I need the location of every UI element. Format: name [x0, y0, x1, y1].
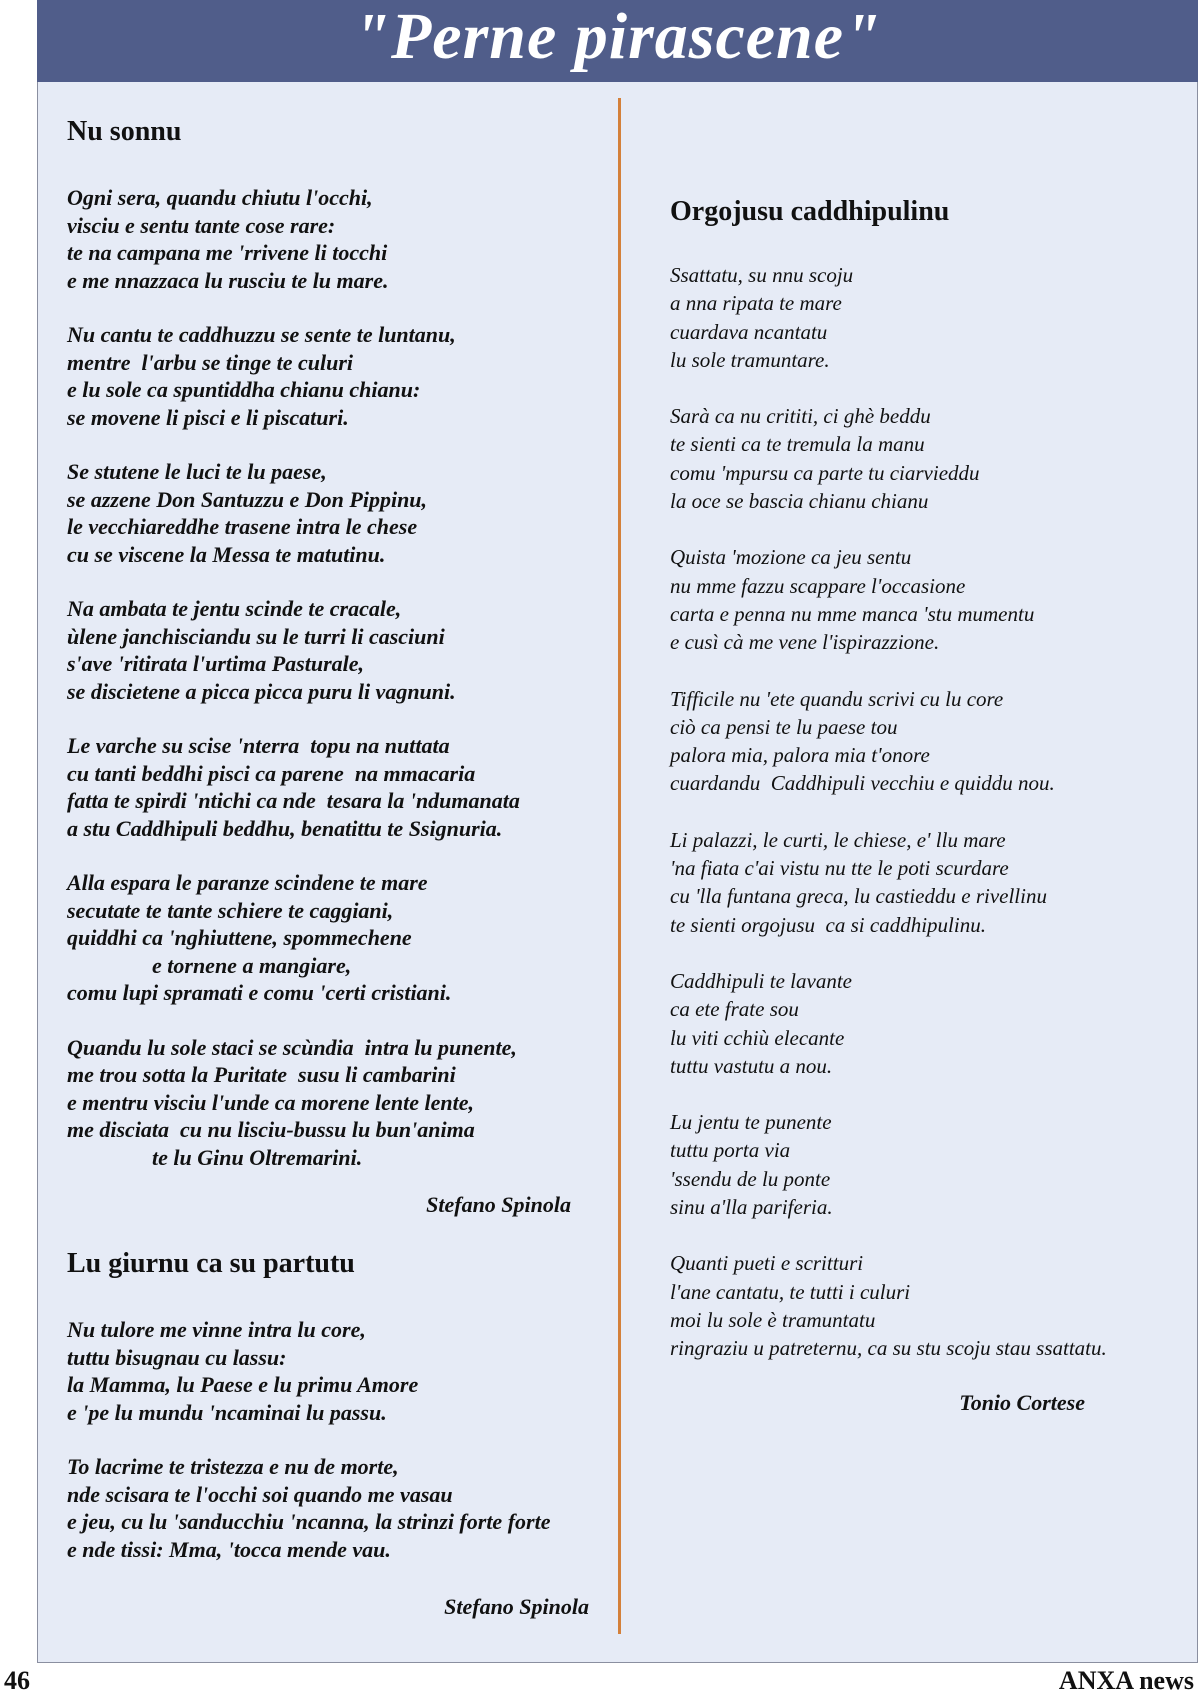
- poem-line: fatta te spirdi 'ntichi ca nde tesara la 'ndumanata: [67, 788, 520, 813]
- poem-line: cu tanti beddhi pisci ca parene na mmacaria: [67, 760, 476, 786]
- header-banner: [37, 0, 1198, 82]
- poem-line: visciu e sentu tante cose rare:: [67, 212, 336, 238]
- poem-line: Na ambata te jentu scinde te cracale,: [67, 596, 402, 621]
- poem-line: mentre l'arbu se tinge te culuri: [67, 349, 354, 375]
- poem-author: Tonio Cortese: [959, 1389, 1085, 1415]
- poem-stanza: [670, 1249, 1190, 1362]
- poem-line: sinu a'lla pariferia.: [670, 1195, 833, 1220]
- poem-stanza: [670, 261, 1190, 374]
- poem-line: cuardava ncantatu: [670, 319, 828, 344]
- poem-line: e jeu, cu lu 'sanducchiu 'ncanna, la strinzi forte forte: [67, 1509, 551, 1534]
- poem-line: lu viti cchiù elecante: [670, 1025, 845, 1050]
- right-column: [670, 195, 1190, 1417]
- page-title: "Perne pirascene": [353, 0, 882, 73]
- poem-stanza: [670, 1108, 1190, 1221]
- poem-line: Alla espara le paranze scindene te mare: [67, 870, 428, 895]
- poem-line: ca ete frate sou: [670, 997, 799, 1022]
- poem-line: Nu cantu te caddhuzzu se sente te luntanu,: [67, 322, 456, 347]
- left-column: [67, 115, 607, 1621]
- poem-line: te sienti orgojusu ca si caddhipulinu.: [670, 912, 986, 937]
- poem-line: a nna ripata te mare: [670, 291, 842, 316]
- poem-line: Lu jentu te punente: [670, 1110, 832, 1135]
- poem-line: te na campana me 'rrivene li tocchi: [67, 240, 388, 265]
- poem-line: ciò ca pensi te lu paese tou: [670, 714, 898, 739]
- poem-line: ùlene janchisciandu su le turri li casciuni: [67, 623, 445, 649]
- poem-line: cu se viscene la Messa te matutinu.: [67, 541, 386, 567]
- poem-line: quiddhi ca 'nghiuttene, spommechene: [67, 925, 412, 950]
- poem-line: e 'pe lu mundu 'ncaminai lu passu.: [67, 1399, 387, 1425]
- poem-stanza: [670, 967, 1190, 1080]
- poem-line: comu 'mpursu ca parte tu ciarvieddu: [670, 460, 980, 485]
- poem-author: Stefano Spinola: [426, 1192, 571, 1217]
- poem-line: Ssattatu, su nnu scoju: [670, 263, 854, 287]
- poem-line: Tifficile nu 'ete quandu scrivi cu lu core: [670, 686, 1004, 711]
- poem-line: e tornene a mangiare,: [152, 952, 352, 978]
- poem-line: l'ane cantatu, te tutti i culuri: [670, 1279, 911, 1304]
- poem-line: ringraziu u patreternu, ca su stu scoju stau ssattatu.: [670, 1336, 1107, 1361]
- poem-line: Ogni sera, quandu chiutu l'occhi,: [67, 185, 373, 210]
- poem-line: se azzene Don Santuzzu e Don Pippinu,: [67, 486, 428, 512]
- poem-line: tuttu porta via: [670, 1138, 791, 1163]
- poem-line: e nde tissi: Mma, 'tocca mende vau.: [67, 1536, 391, 1562]
- poem-line: Quandu lu sole staci se scùndia intra lu punente,: [67, 1034, 517, 1060]
- poem-stanza: [67, 458, 607, 568]
- magazine-name: ANXA news: [1058, 1666, 1194, 1695]
- poem-line: e cusì cà me vene l'ispirazzione.: [670, 630, 940, 655]
- poem-stanza: [67, 1316, 607, 1426]
- poem-line: Quanti pueti e scritturi: [670, 1251, 864, 1276]
- poem-line: 'na fiata c'ai vistu nu tte le poti scurdare: [670, 856, 1009, 881]
- poem-title-orgojusu: Orgojusu caddhipulinu: [670, 196, 950, 227]
- poem-line: te sienti ca te tremula la manu: [670, 432, 925, 457]
- poem-title-lu-giurnu: Lu giurnu ca su partutu: [67, 1248, 355, 1279]
- poem-stanza: [67, 869, 607, 1007]
- poem-line: la oce se bascia chianu chianu: [670, 489, 929, 514]
- poem-line: e mentru visciu l'unde ca morene lente lente,: [67, 1089, 474, 1115]
- poem-line: nu mme fazzu scappare l'occasione: [670, 573, 966, 598]
- poem-stanza: [67, 1034, 607, 1172]
- poem-line: le vecchiareddhe trasene intra le chese: [67, 514, 418, 539]
- poem-line: Quista 'mozione ca jeu sentu: [670, 545, 912, 570]
- poem-line: e me nnazzaca lu rusciu te lu mare.: [67, 267, 389, 293]
- poem-line: tuttu vastutu a nou.: [670, 1053, 833, 1078]
- poem-line: Li palazzi, le curti, le chiese, e' llu mare: [670, 827, 1006, 852]
- poem-line: Le varche su scise 'nterra topu na nuttata: [67, 733, 450, 758]
- poem-line: tuttu bisugnau cu lassu:: [67, 1344, 287, 1370]
- poem-stanza: [670, 826, 1190, 939]
- poem-line: s'ave 'ritirata l'urtima Pasturale,: [67, 651, 365, 676]
- poem-line: se discietene a picca picca puru li vagnuni.: [67, 678, 456, 704]
- poem-title-nu-sonnu: Nu sonnu: [67, 116, 182, 147]
- poem-line: cu 'lla funtana greca, lu castieddu e rivellinu: [670, 884, 1047, 909]
- poem-line: 'ssendu de lu ponte: [670, 1166, 831, 1191]
- poem-author: Stefano Spinola: [444, 1594, 589, 1619]
- poem-stanza: [67, 184, 607, 294]
- poem-line: Nu tulore me vinne intra lu core,: [67, 1317, 366, 1342]
- poem-line: se movene li pisci e li piscaturi.: [67, 404, 349, 430]
- poem-stanza: [670, 543, 1190, 656]
- poem-line: te lu Ginu Oltremarini.: [152, 1144, 363, 1170]
- poem-stanza: [67, 595, 607, 705]
- poem-stanza: [670, 685, 1190, 798]
- poem-line: To lacrime te tristezza e nu de morte,: [67, 1454, 399, 1479]
- poem-line: Sarà ca nu crititi, ci ghè beddu: [670, 404, 931, 429]
- poem-line: carta e penna nu mme manca 'stu mumentu: [670, 601, 1035, 626]
- poem-stanza: [67, 732, 607, 842]
- poem-stanza: [67, 321, 607, 431]
- page-number: 46: [4, 1666, 30, 1695]
- poem-line: la Mamma, lu Paese e lu primu Amore: [67, 1372, 419, 1397]
- poem-line: lu sole tramuntare.: [670, 347, 830, 372]
- poem-line: palora mia, palora mia t'onore: [670, 743, 930, 768]
- poem-line: e lu sole ca spuntiddha chianu chianu:: [67, 377, 421, 402]
- column-divider: [618, 98, 621, 1634]
- poem-stanza: [670, 402, 1190, 515]
- poem-line: secutate te tante schiere te caggiani,: [67, 897, 394, 923]
- poem-line: me trou sotta la Puritate susu li cambarini: [67, 1062, 456, 1087]
- poem-line: comu lupi spramati e comu 'certi cristiani.: [67, 980, 452, 1005]
- poem-line: Se stutene le luci te lu paese,: [67, 459, 327, 484]
- poem-line: moi lu sole è tramuntatu: [670, 1307, 876, 1332]
- poem-line: a stu Caddhipuli beddhu, benatittu te Ssignuria.: [67, 815, 503, 841]
- poem-line: Caddhipuli te lavante: [670, 968, 852, 993]
- poem-line: nde scisara te l'occhi soi quando me vasau: [67, 1481, 453, 1507]
- poem-stanza: [67, 1453, 607, 1563]
- poem-line: cuardandu Caddhipuli vecchiu e quiddu nou.: [670, 771, 1055, 796]
- poem-line: me disciata cu nu lisciu-bussu lu bun'anima: [67, 1117, 475, 1142]
